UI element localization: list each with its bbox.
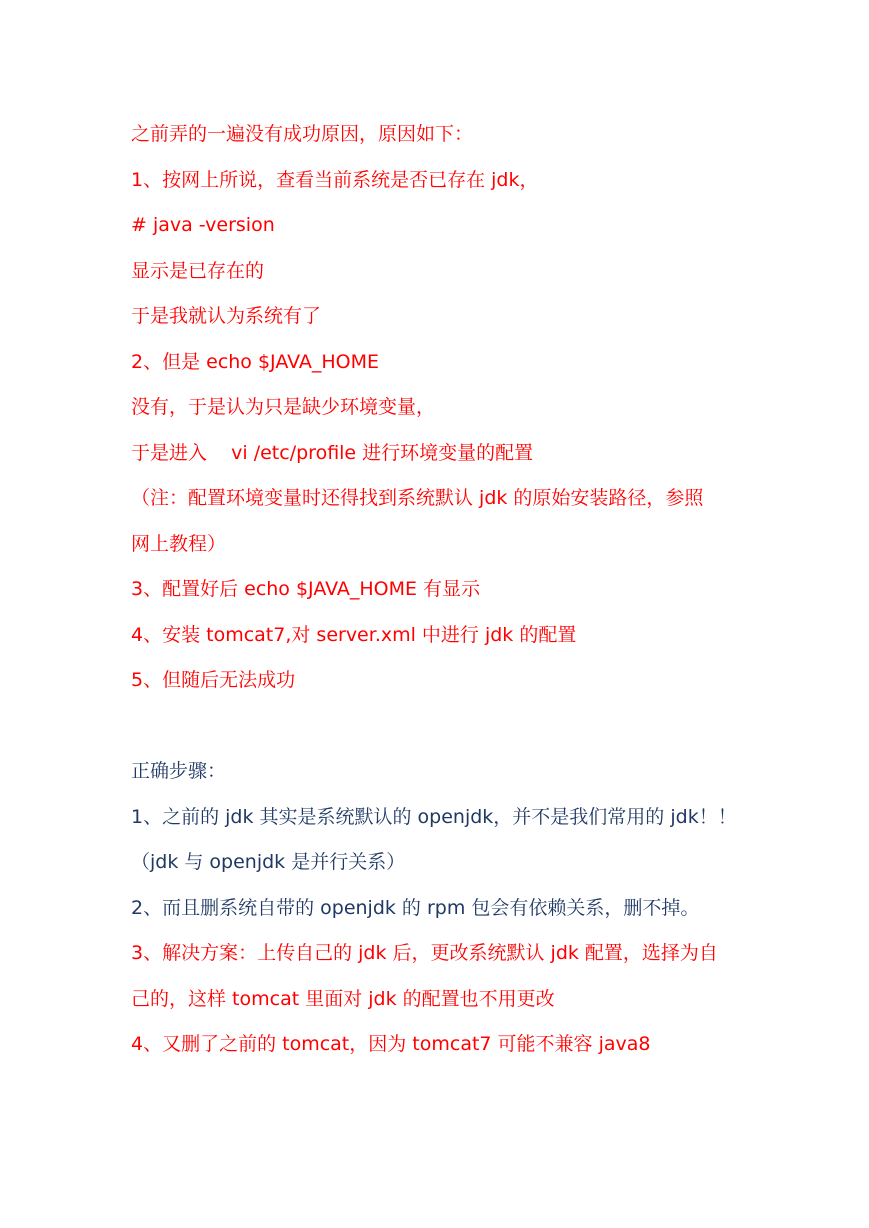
note-line-continued: 网上教程） — [131, 532, 227, 555]
command-java-version: # java -version — [131, 214, 275, 236]
correct-step-1-line: 1、之前的 jdk 其实是系统默认的 openjdk，并不是我们常用的 jdk！！ — [131, 805, 737, 828]
step-5-line: 5、但随后无法成功 — [131, 669, 296, 691]
correct-step-2-line: 2、而且删系统自带的 openjdk 的 rpm 包会有依赖关系，删不掉。 — [131, 896, 700, 919]
step-3-line: 3、配置好后 echo $JAVA_HOME 有显示 — [131, 578, 481, 600]
section-spacer — [131, 704, 751, 750]
correct-step-3-line: 3、解决方案：上传自己的 jdk 后，更改系统默认 jdk 配置，选择为自 — [131, 942, 718, 964]
document-body — [131, 112, 751, 1068]
correct-step-4-line: 4、又删了之前的 tomcat，因为 tomcat7 可能不兼容 java8 — [131, 1033, 651, 1055]
note-line: （注：配置环境变量时还得找到系统默认 jdk 的原始安装路径，参照 — [131, 487, 704, 509]
correct-steps-heading: 正确步骤： — [131, 760, 227, 782]
correct-step-3-continued: 己的，这样 tomcat 里面对 jdk 的配置也不用更改 — [131, 987, 555, 1010]
text-line: 显示是已存在的 — [131, 259, 265, 282]
text-line: 于是我就认为系统有了 — [131, 305, 322, 327]
intro-line: 之前弄的一遍没有成功原因，原因如下： — [131, 123, 474, 145]
correct-step-1-note: （jdk 与 openjdk 是并行关系） — [131, 851, 406, 873]
step-1-line: 1、按网上所说，查看当前系统是否已存在 jdk， — [131, 168, 539, 191]
text-line: 没有，于是认为只是缺少环境变量， — [131, 396, 436, 418]
profile-config-line: 于是进入 vi /etc/profile 进行环境变量的配置 — [131, 441, 534, 464]
step-2-line: 2、但是 echo $JAVA_HOME — [131, 350, 380, 373]
step-4-line: 4、安装 tomcat7,对 server.xml 中进行 jdk 的配置 — [131, 623, 577, 646]
